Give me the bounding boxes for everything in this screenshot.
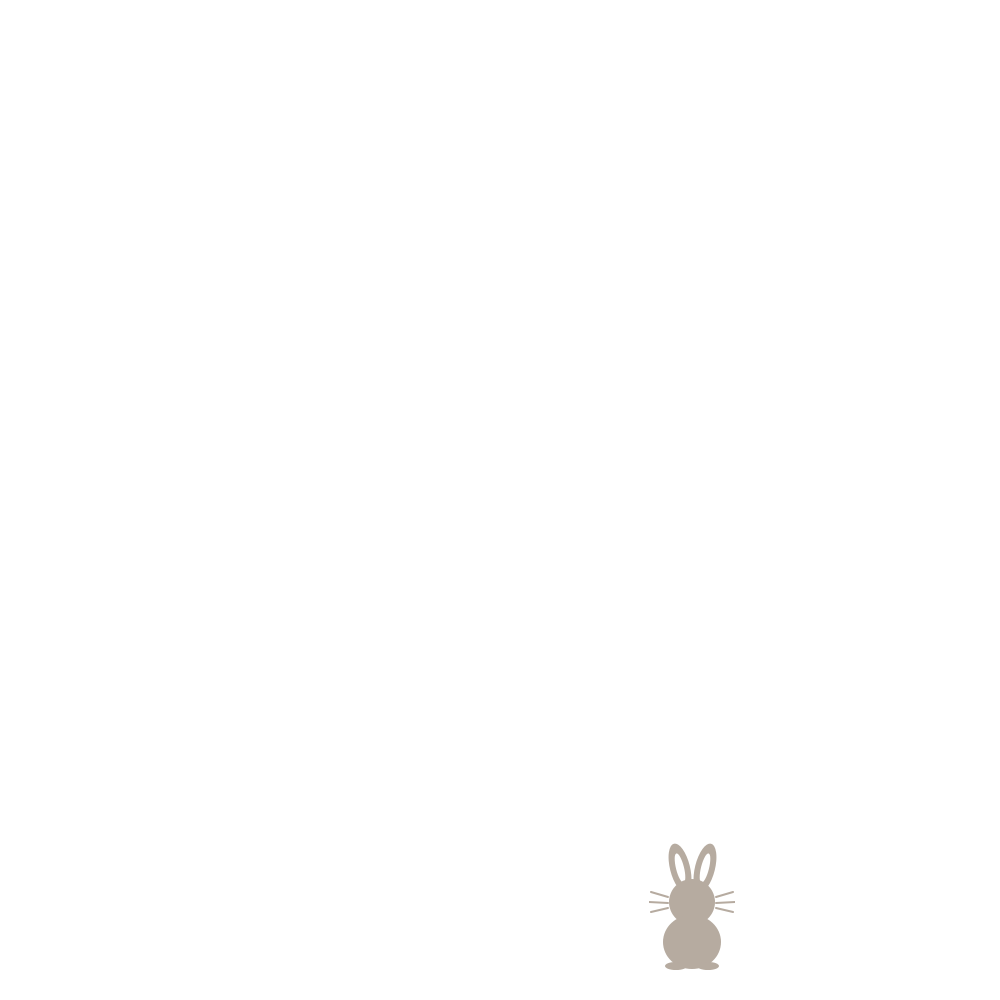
size-table xyxy=(97,87,950,96)
kika-wordmark xyxy=(235,848,536,882)
bunny-icon xyxy=(649,842,735,970)
kiko-baby-row xyxy=(548,842,828,970)
kiko-baby-logo xyxy=(548,842,828,972)
footer xyxy=(0,840,1000,1000)
group-label-gutter xyxy=(40,87,97,807)
kiko-e-kika-logo xyxy=(235,848,535,882)
